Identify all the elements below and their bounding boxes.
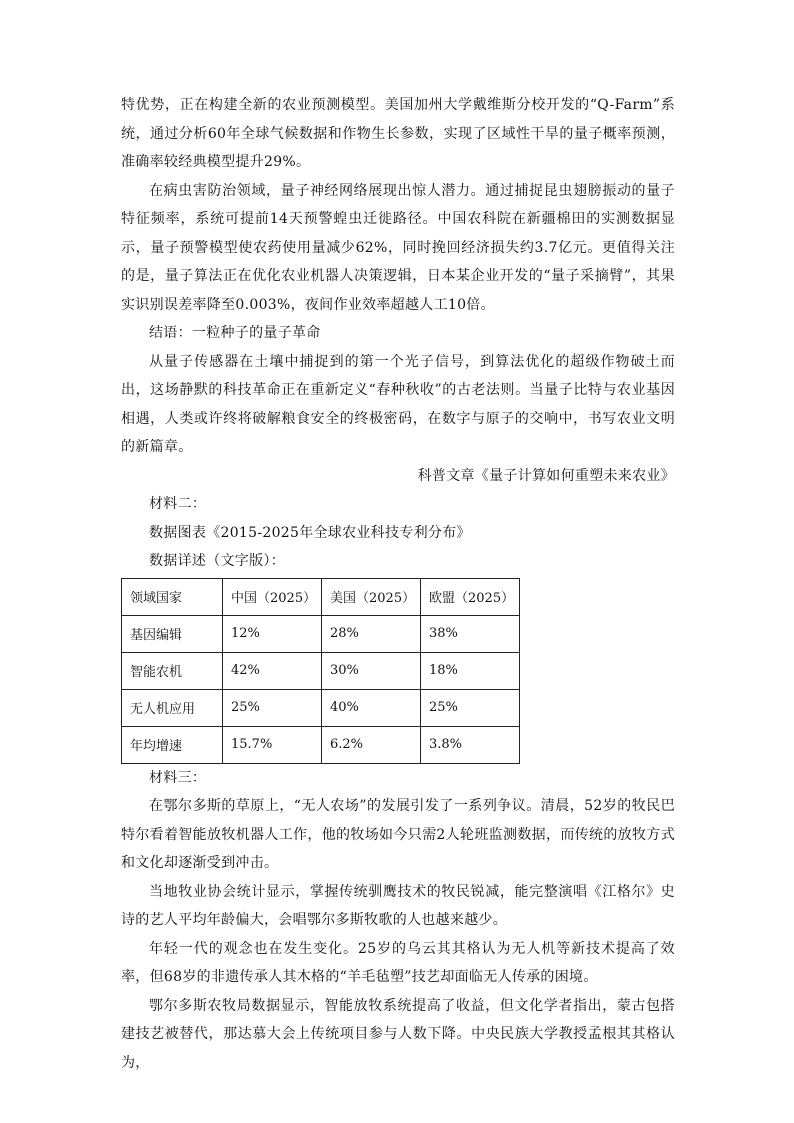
table-cell: 25% bbox=[223, 689, 322, 726]
material2-heading: 材料二： bbox=[149, 496, 207, 512]
material3-paragraph-1: 在鄂尔多斯的草原上，“无人农场”的发展引发了一系列争议。清晨，52岁的牧民巴特尔看着智能放牧机器人工作，他的牧场如今只需2人轮班监测数据，而传统的放牧方式和文化却逐渐受到冲击。 bbox=[121, 798, 675, 871]
conclusion-heading: 结语：一粒种子的量子革命 bbox=[149, 325, 321, 341]
table-cell: 年均增速 bbox=[122, 726, 223, 763]
table-cell: 18% bbox=[421, 652, 520, 689]
table-cell: 30% bbox=[322, 652, 421, 689]
paragraph-3: 从量子传感器在土壤中捕捉到的第一个光子信号，到算法优化的超级作物破土而出，这场静默的科技革命正在重新定义“春种秋收”的古老法则。当量子比特与农业基因相遇，人类或许终将破解粮食安全的终极密码，在数字与原子的交响中，书写农业文明的新篇章。 bbox=[121, 353, 675, 455]
source-citation: 科普文章《量子计算如何重塑未来农业》 bbox=[417, 467, 675, 484]
table-cell: 智能农机 bbox=[122, 652, 223, 689]
table-cell: 40% bbox=[322, 689, 421, 726]
material3-paragraph-2: 当地牧业协会统计显示，掌握传统驯鹰技术的牧民锐减，能完整演唱《江格尔》史诗的艺人平均年龄偏大，会唱鄂尔多斯牧歌的人也越来越少。 bbox=[121, 883, 675, 928]
table-cell: 38% bbox=[421, 615, 520, 652]
chart-title: 数据图表《2015-2025年全球农业科技专利分布》 bbox=[149, 524, 471, 541]
table-header-cell: 美国（2025） bbox=[322, 578, 421, 615]
table-cell: 3.8% bbox=[421, 726, 520, 763]
material3-heading: 材料三： bbox=[149, 769, 207, 786]
patent-table bbox=[121, 578, 520, 764]
table-header-row bbox=[122, 578, 520, 615]
document-page bbox=[121, 91, 675, 1077]
table-cell: 6.2% bbox=[322, 726, 421, 763]
table-header-cell: 中国（2025） bbox=[223, 578, 322, 615]
table-row bbox=[122, 726, 520, 763]
table-row bbox=[122, 652, 520, 689]
table-row bbox=[122, 689, 520, 726]
table-cell: 基因编辑 bbox=[122, 615, 223, 652]
paragraph-2: 在病虫害防治领域，量子神经网络展现出惊人潜力。通过捕捉昆虫翅膀振动的量子特征频率，系统可提前14天预警蝗虫迁徙路径。中国农科院在新疆棉田的实测数据显示，量子预警模型使农药使用量减少62%，同时挽回经济损失约3.7亿元。更值得关注的是，量子算法正在优化农业机器人决策逻辑，日本某企业开发的“量子采摘臂”，其果实识别误差率降至0.003%，夜间作业效率超越人工10倍。 bbox=[121, 182, 675, 313]
material3-paragraph-3: 年轻一代的观念也在发生变化。25岁的乌云其其格认为无人机等新技术提高了效率，但68岁的非遗传承人其木格的“羊毛毡塑”技艺却面临无人传承的困境。 bbox=[121, 940, 675, 985]
table-cell: 28% bbox=[322, 615, 421, 652]
detail-label: 数据详述（文字版）： bbox=[149, 553, 285, 569]
table-cell: 25% bbox=[421, 689, 520, 726]
table-header-cell: 欧盟（2025） bbox=[421, 578, 520, 615]
paragraph-1: 特优势，正在构建全新的农业预测模型。美国加州大学戴维斯分校开发的“Q-Farm”系统，通过分析60年全球气候数据和作物生长参数，实现了区域性干旱的量子概率预测，准确率较经典模型提升29%。 bbox=[121, 97, 675, 170]
table-cell: 12% bbox=[223, 615, 322, 652]
table-cell: 无人机应用 bbox=[122, 689, 223, 726]
table-row bbox=[122, 615, 520, 652]
material3-paragraph-4: 鄂尔多斯农牧局数据显示，智能放牧系统提高了收益，但文化学者指出，蒙古包搭建技艺被替代，那达慕大会上传统项目参与人数下降。中央民族大学教授孟根其其格认为， bbox=[121, 997, 675, 1071]
table-cell: 15.7% bbox=[223, 726, 322, 763]
table-header-cell: 领域国家 bbox=[122, 578, 223, 615]
table-cell: 42% bbox=[223, 652, 322, 689]
